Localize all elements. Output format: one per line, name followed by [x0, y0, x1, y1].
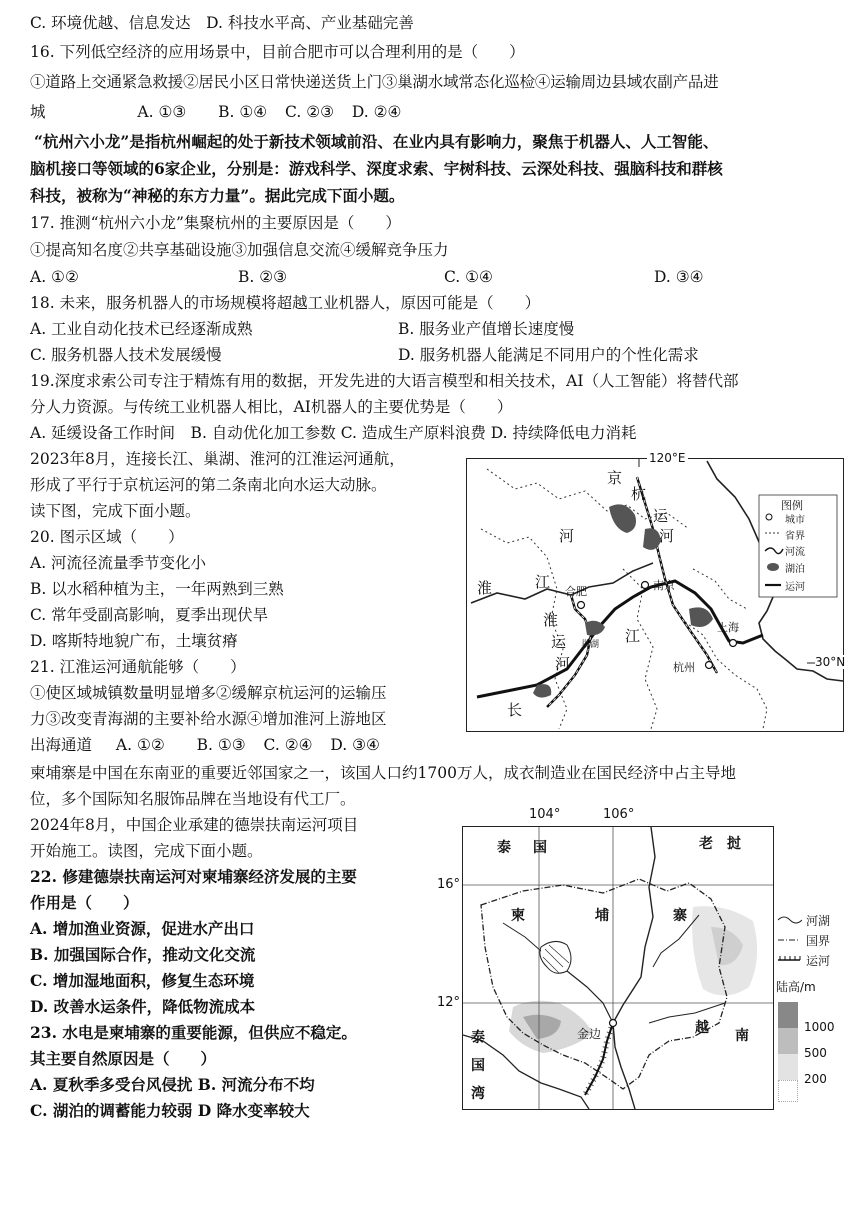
elevation-swatch-low [778, 1080, 798, 1102]
river-huai-label: 淮 [477, 579, 493, 597]
q18-option-d: D. 服务机器人能满足不同用户的个性化需求 [398, 346, 699, 364]
label-laos-2: 挝 [727, 836, 741, 852]
canal-intro-1: 2023年8月，连接长江、巢湖、淮河的江淮运河通航， [30, 450, 405, 468]
question-17: 17. 推测“杭州六小龙”集聚杭州的主要原因是（ ） [30, 214, 401, 232]
jianghuai-canal-map [466, 451, 846, 732]
question-19-line-2: 分人力资源。与传统工业机器人相比，AI机器人的主要优势是（ ） [30, 398, 513, 416]
q20-option-c: C. 常年受副高影响，夏季出现伏旱 [30, 606, 269, 624]
longitude-104-label: 104° [529, 807, 561, 822]
lake-chaohu-label: 巢湖 [581, 640, 600, 650]
cambodia-intro-3: 2024年8月，中国企业承建的德崇扶南运河项目 [30, 816, 359, 834]
q21-option-c: C. ②④ [263, 736, 313, 754]
q17-option-d: D. ③④ [654, 268, 704, 286]
q17-option-a: A. ①② [30, 268, 79, 286]
label-laos-1: 老 [699, 836, 713, 852]
jinghang-label-3: 运 [653, 507, 669, 525]
label-thailand-1: 泰 [497, 840, 511, 856]
q16-tail: 城 [30, 103, 46, 121]
q20-option-b: B. 以水稻种植为主，一年两熟到三熟 [30, 580, 284, 598]
label-thailand-2: 国 [533, 840, 547, 856]
q22-option-c: C. 增加湿地面积，修复生态环境 [30, 971, 255, 990]
cambodia-canal-map [437, 807, 774, 1110]
hangzhou-intro-1: “杭州六小龙”是指杭州崛起的处于新技术领域前沿、在业内具有影响力，聚焦于机器人、人工智能、 [34, 132, 719, 151]
q20-option-a: A. 河流径流量季节变化小 [30, 554, 207, 572]
city-hangzhou-label: 杭州 [673, 661, 695, 674]
q21-items-1: ①使区域城镇数量明显增多②缓解京杭运河的运输压 [30, 684, 387, 702]
label-cambodia-1: 柬 [511, 908, 525, 924]
hangzhou-intro-2: 脑机接口等领域的6家企业，分别是：游戏科学、深度求索、宇树科技、云深处科技、强脑科技和群核 [30, 159, 723, 178]
jianghuai-label-2: 淮 [543, 611, 559, 629]
label-gulf-3: 湾 [471, 1086, 485, 1102]
q17-option-b: B. ②③ [238, 268, 288, 286]
q22-option-d: D. 改善水运条件，降低物流成本 [30, 997, 256, 1016]
q16-option-b: B. ①④ [218, 103, 268, 121]
elevation-1000-label: 1000 [804, 1020, 835, 1034]
legend-title: 图例 [781, 499, 803, 512]
question-22-line-1: 22. 修建德崇扶南运河对柬埔寨经济发展的主要 [30, 867, 357, 886]
question-18: 18. 未来，服务机器人的市场规模将超越工业机器人，原因可能是（ ） [30, 294, 541, 312]
elevation-swatch-500 [778, 1028, 798, 1054]
legend-province-border: 省界 [785, 531, 805, 542]
question-23-line-1: 23. 水电是柬埔寨的重要能源，但供应不稳定。 [30, 1023, 357, 1042]
question-23-line-2: 其主要自然原因是（ ） [30, 1049, 217, 1068]
jianghuai-label-3: 运 [551, 633, 567, 651]
label-cambodia-2: 埔 [595, 908, 609, 924]
label-gulf-1: 泰 [471, 1030, 485, 1046]
q21-option-b: B. ①③ [196, 736, 246, 754]
question-19-options: A. 延缓设备工作时间 B. 自动优化加工参数 C. 造成生产原料浪费 D. 持续降低电力消耗 [30, 424, 637, 442]
question-21-options [30, 734, 380, 756]
cambodia-intro-4: 开始施工。读图，完成下面小题。 [30, 842, 263, 860]
canal-intro-2: 形成了平行于京杭运河的第二条南北向水运大动脉。 [30, 476, 387, 494]
question-22-line-2: 作用是（ ） [30, 893, 139, 912]
jinghang-label-1: 京 [607, 469, 623, 487]
elevation-200-label: 200 [804, 1072, 827, 1086]
legend-lake: 湖泊 [785, 564, 805, 575]
elevation-swatch-1000 [778, 1002, 798, 1028]
q21-option-a: A. ①② [115, 736, 165, 754]
cambodia-intro-1: 柬埔寨是中国在东南亚的重要近邻国家之一，该国人口约1700万人，成衣制造业在国民经济中占主导地 [30, 764, 736, 782]
longitude-106-label: 106° [603, 807, 635, 822]
label-gulf-2: 国 [471, 1058, 485, 1074]
river-chang-label: 长 [507, 701, 523, 719]
legend-canal: 运河 [806, 954, 831, 968]
q18-option-b: B. 服务业产值增长速度慢 [398, 320, 575, 338]
q23-options-cd: C. 湖泊的调蓄能力较弱 D 降水变率较大 [30, 1101, 310, 1120]
q17-option-c: C. ①④ [444, 268, 493, 286]
q21-option-d: D. ③④ [330, 736, 380, 754]
city-nanjing-label: 南京 [653, 579, 675, 592]
city-phnompenh-label: 金边 [577, 1027, 602, 1041]
canal-intro-3: 读下图，完成下面小题。 [30, 502, 201, 520]
latitude-12-label: 12° [437, 995, 461, 1010]
q22-option-a: A. 增加渔业资源，促进水产出口 [30, 919, 255, 938]
question-19-line-1: 19.深度求索公司专注于精炼有用的数据，开发先进的大语言模型和相关技术，AI（人工智能）将替代部 [30, 372, 739, 390]
label-vietnam-1: 越 [695, 1020, 709, 1036]
question-17-items: ①提高知名度②共享基础设施③加强信息交流④缓解竞争压力 [30, 241, 449, 259]
legend-canal: 运河 [785, 582, 805, 593]
cambodia-intro-2: 位，多个国际知名服饰品牌在当地设有代工厂。 [30, 790, 356, 808]
q16-option-a: A. ①③ [137, 103, 187, 121]
legend-city: 城市 [785, 515, 805, 526]
latitude-16-label: 16° [437, 877, 461, 892]
q20-option-d: D. 喀斯特地貌广布，土壤贫瘠 [30, 632, 238, 650]
latitude-30-label: 30°N [815, 655, 846, 669]
elevation-legend-title: 陆高/m [776, 980, 816, 994]
q16-option-d: D. ②④ [351, 103, 402, 121]
question-16-items: ①道路上交通紧急救援②居民小区日常快递送货上门③巢湖水域常态化巡检④运输周边县域农副产品进 [30, 73, 719, 91]
q22-option-b: B. 加强国际合作，推动文化交流 [30, 945, 256, 964]
longitude-120-label: 120°E [649, 451, 686, 465]
legend-river-lake: 河湖 [806, 914, 831, 928]
q18-option-c: C. 服务机器人技术发展缓慢 [30, 346, 222, 364]
q21-tail: 出海通道 [30, 736, 93, 754]
question-16: 16. 下列低空经济的应用场景中，目前合肥市可以合理利用的是（ ） [30, 43, 525, 61]
jianghuai-label-1: 江 [535, 573, 551, 591]
elevation-swatch-200 [778, 1054, 798, 1080]
q16-option-c: C. ②③ [285, 103, 334, 121]
elevation-500-label: 500 [804, 1046, 827, 1060]
q21-items-2: 力③改变青海湖的主要补给水源④增加淮河上游地区 [30, 710, 387, 728]
legend-border: 国界 [806, 934, 831, 948]
legend-river: 河流 [785, 547, 805, 558]
question-20: 20. 图示区域（ ） [30, 528, 184, 546]
river-he-label: 河 [559, 527, 575, 545]
label-cambodia-3: 寨 [673, 908, 687, 924]
question-16-options [30, 101, 401, 123]
q18-option-a: A. 工业自动化技术已经逐渐成熟 [30, 320, 253, 338]
label-vietnam-2: 南 [735, 1028, 749, 1044]
option-line-c-d: C. 环境优越、信息发达 D. 科技水平高、产业基础完善 [30, 14, 414, 32]
question-21: 21. 江淮运河通航能够（ ） [30, 658, 246, 676]
hangzhou-intro-3: 科技，被称为“神秘的东方力量”。据此完成下面小题。 [30, 186, 405, 205]
q23-options-ab: A. 夏秋季多受台风侵扰 B. 河流分布不均 [30, 1075, 315, 1094]
river-jiang-label: 江 [625, 627, 641, 645]
jianghuai-label-4: 河 [555, 655, 571, 673]
city-shanghai-label: 上海 [717, 621, 739, 634]
jinghang-label-2: 杭 [631, 485, 647, 503]
jinghang-label-4: 河 [659, 527, 675, 545]
city-hefei-label: 合肥 [565, 585, 587, 598]
